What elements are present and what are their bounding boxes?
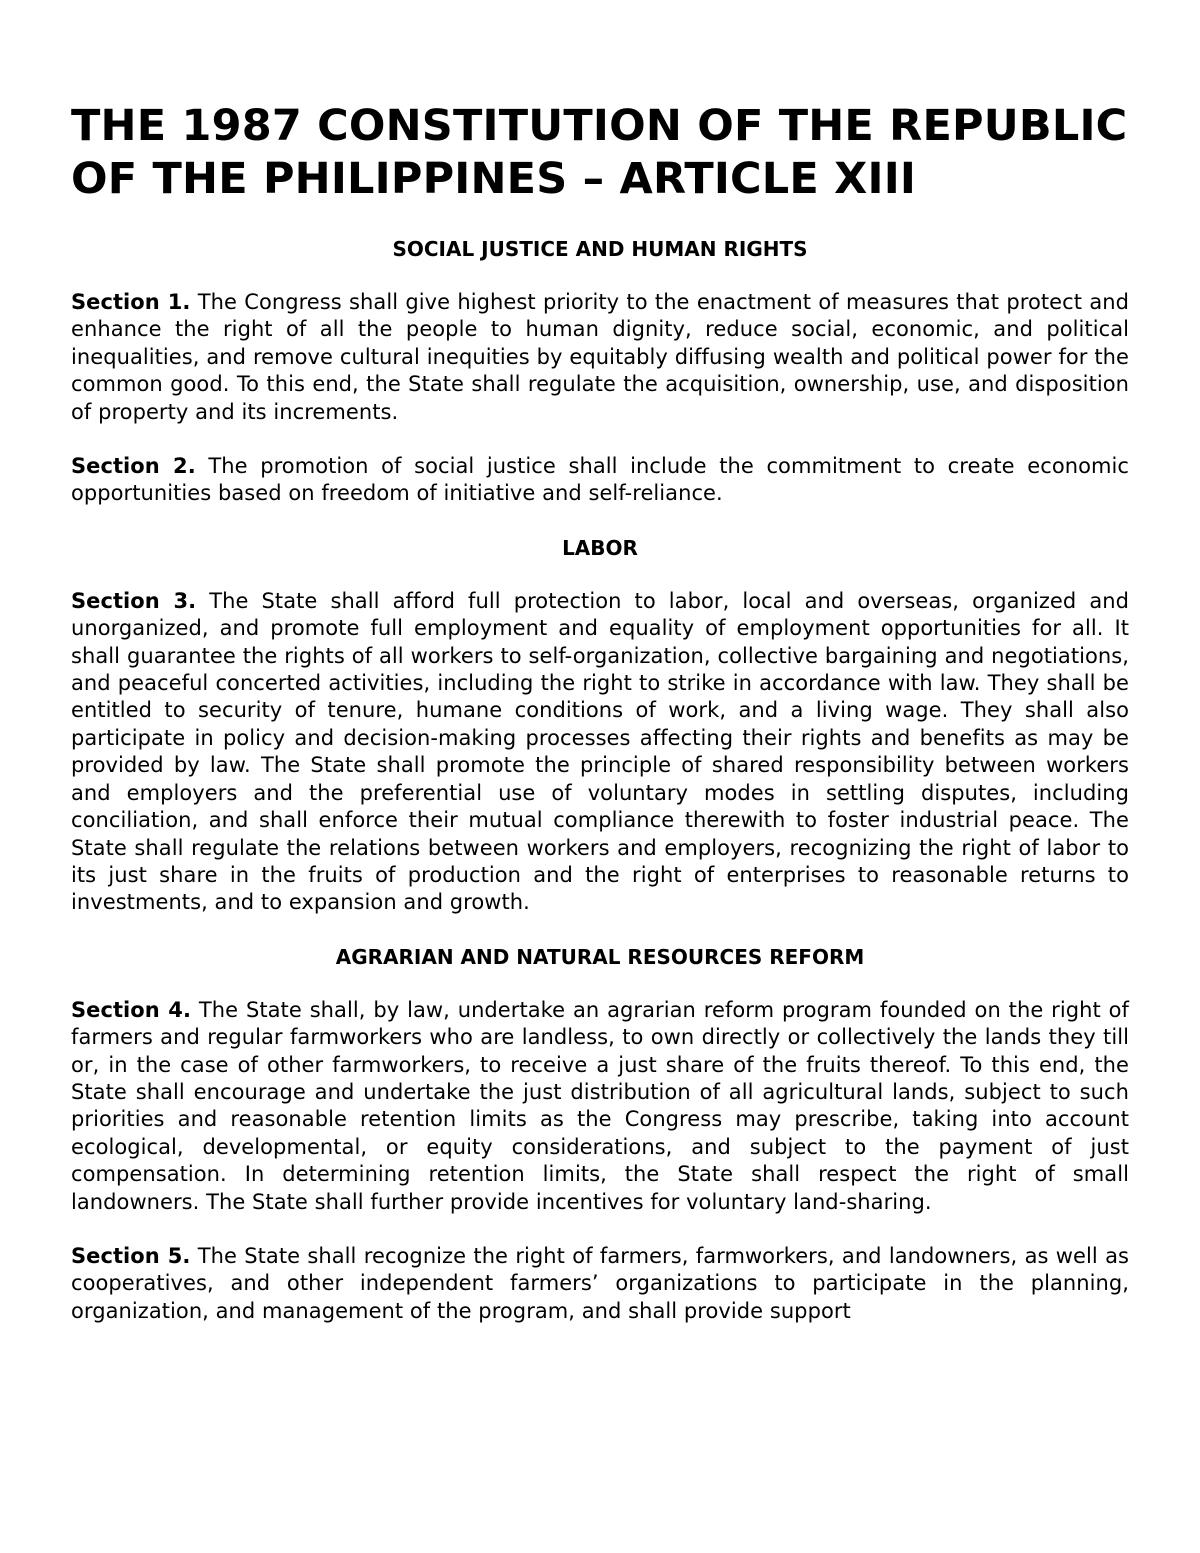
section-text: The Congress shall give highest priority to the enactment of measures that protect and enhance the right of all the people to human dignity, reduce social, economic, and political inequalities, and remove cultural inequities by equitably diffusing wealth and political power for the common good. To this end, the State shall regulate the acquisition, ownership, use, and disposition of property and its increments. [71,290,1129,424]
section-label: Section 1. [71,290,191,314]
section-text: The State shall recognize the right of farmers, farmworkers, and landowners, as well as cooperatives, and other independent farmers’ organizations to participate in the planning, organization, and management of the program, and shall provide support [71,1243,1129,1323]
section-label: Section 3. [71,588,197,613]
section-heading-social-justice: SOCIAL JUSTICE AND HUMAN RIGHTS [392,237,808,261]
section-label: Section 5. [71,1243,191,1268]
paragraph-section-5 [71,1243,1129,1325]
paragraph-section-1 [71,289,1129,426]
section-heading-labor: LABOR [562,535,638,560]
paragraph-section-4 [71,997,1129,1216]
document-page [71,100,1129,1352]
document-title: THE 1987 CONSTITUTION OF THE REPUBLIC OF THE PHILIPPINES – ARTICLE XIII [71,101,1128,204]
section-heading-agrarian: AGRARIAN AND NATURAL RESOURCES REFORM [335,944,865,969]
section-text: The State shall, by law, undertake an agrarian reform program founded on the right of farmers and regular farmworkers who are landless, to own directly or collectively the lands they till or, in the case of other farmworkers, to receive a just share of the fruits thereof. To this end, the State shall encourage and undertake the just distribution of all agricultural lands, subject to such priorities and reasonable retention limits as the Congress may prescribe, taking into account ecological, developmental, or equity considerations, and subject to the payment of just compensation. In determining retention limits, the State shall respect the right of small landowners. The State shall further provide incentives for voluntary land-sharing. [71,997,1129,1214]
section-text: The promotion of social justice shall include the commitment to create economic opportunities based on freedom of initiative and self-reliance. [71,454,1129,506]
section-label: Section 4. [71,997,191,1022]
paragraph-section-2 [71,453,1129,508]
section-label: Section 2. [71,454,196,479]
paragraph-section-3 [71,588,1129,917]
section-text: The State shall afford full protection to labor, local and overseas, organized and unorganized, and promote full employment and equality of employment opportunities for all. It shall guarantee the rights of all workers to self-organization, collective bargaining and negotiations, and peaceful concerted activities, including the right to strike in accordance with law. They shall be entitled to security of tenure, humane conditions of work, and a living wage. They shall also participate in policy and decision-making processes affecting their rights and benefits as may be provided by law. The State shall promote the principle of shared responsibility between workers and employers and the preferential use of voluntary modes in settling disputes, including conciliation, and shall enforce their mutual compliance therewith to foster industrial peace. The State shall regulate the relations between workers and employers, recognizing the right of labor to its just share in the fruits of production and the right of enterprises to reasonable returns to investments, and to expansion and growth. [71,588,1129,915]
